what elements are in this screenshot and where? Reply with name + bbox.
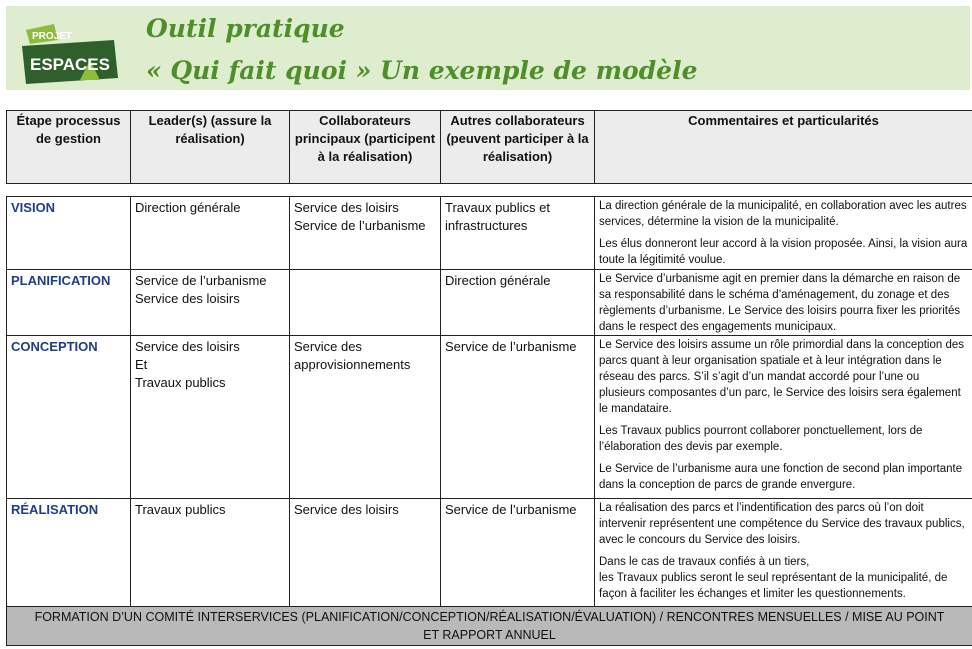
leader-item: Travaux publics (135, 375, 226, 390)
column-header-table (6, 110, 972, 184)
column-header-others: Autres collaborateurs (peuvent participer à la réalisation) (441, 111, 595, 184)
step-cell: PLANIFICATION (7, 270, 131, 336)
principal-cell (290, 197, 441, 270)
column-header-comments: Commentaires et particularités (595, 111, 972, 184)
step-cell: RÉALISATION (7, 499, 131, 607)
principal-item: Service de l’urbanisme (294, 218, 426, 233)
comment-paragraph: Les élus donneront leur accord à la vision proposée. Ainsi, la vision aura toute la légitimité voulue. (599, 238, 968, 266)
table-row (7, 270, 972, 336)
comment-paragraph: La direction générale de la municipalité, en collaboration avec les autres services, détermine la vision de la municipalité. (599, 200, 967, 228)
comment-paragraph: Dans le cas de travaux confiés à un tiers, (599, 556, 810, 568)
comment-paragraph: Le Service de l’urbanisme aura une fonction de second plan importante dans la conception de parcs de grande envergure. (599, 463, 963, 491)
comment-cell (595, 336, 972, 499)
leader-item: Service de l’urbanisme (135, 273, 267, 288)
comment-paragraph: les Travaux publics seront le seul représentant de la municipalité, de façon à faciliter les échanges et limiter les questionnements. (599, 572, 948, 600)
table-row (7, 197, 972, 270)
leaders-cell (131, 336, 290, 499)
comment-paragraph: La réalisation des parcs et l’indentification des parcs où l’on doit intervenir représentent une compétence du Service des travaux publics, avec le concours du Service des loisirs. (599, 502, 965, 546)
column-header-leaders: Leader(s) (assure la réalisation) (131, 111, 290, 184)
footer-row (7, 607, 972, 646)
logo-graphic (20, 20, 120, 88)
comment-cell (595, 499, 972, 607)
principal-item: Service des loisirs (294, 200, 399, 215)
others-cell (441, 197, 595, 270)
comment-paragraph: Les Travaux publics pourront collaborer ponctuellement, lors de l’élaboration des devis par exemple. (599, 425, 923, 453)
leaders-cell (131, 197, 290, 270)
principal-cell (290, 499, 441, 607)
principal-item: Service des loisirs (294, 502, 399, 517)
column-header-step: Étape processus de gestion (7, 111, 131, 184)
principal-cell (290, 270, 441, 336)
other-item: Direction générale (445, 273, 551, 288)
column-header-principal: Collaborateurs principaux (participent à la réalisation) (290, 111, 441, 184)
comment-paragraph: Le Service d’urbanisme agit en premier dans la démarche en raison de sa responsabilité dans le schéma d’aménagement, du zonage et des règlements d’urbanisme. Le Service des loisirs pourra fixer les priorités dans le respect des engagements municipaux. (599, 273, 961, 333)
comment-cell (595, 197, 972, 270)
principal-item: Service des approvisionnements (294, 339, 411, 372)
projet-espaces-logo (20, 20, 120, 88)
others-cell (441, 270, 595, 336)
responsibility-table (6, 196, 972, 646)
leader-item: Travaux publics (135, 502, 226, 517)
principal-cell (290, 336, 441, 499)
header-banner (6, 6, 970, 90)
page-subtitle: « Qui fait quoi » Un exemple de modèle (146, 56, 698, 85)
leader-item: Et (135, 357, 148, 372)
others-cell (441, 499, 595, 607)
other-item: Travaux publics et infrastructures (445, 200, 551, 233)
page-title: Outil pratique (146, 14, 345, 43)
other-item: Service de l’urbanisme (445, 339, 577, 354)
comment-paragraph: Le Service des loisirs assume un rôle primordial dans la conception des parcs quant à leur organisation spatiale et à leur intégration dans le réseau des parcs. S’il s’agit d’un mandat accordé pour l’une ou plusieurs composantes d’un parc, le Service des loisirs sera également le mandataire. (599, 339, 964, 415)
leader-item: Service des loisirs (135, 339, 240, 354)
others-cell (441, 336, 595, 499)
footer-text: FORMATION D’UN COMITÉ INTERSERVICES (PLANIFICATION/CONCEPTION/RÉALISATION/ÉVALUATION) / RENCONTRES MENSUELLES / MISE AU POINT ET RAPPORT ANNUEL (7, 607, 972, 646)
table-row (7, 336, 972, 499)
logo-top-text: PROJET (32, 31, 73, 42)
step-cell: CONCEPTION (7, 336, 131, 499)
leaders-cell (131, 270, 290, 336)
leader-item: Direction générale (135, 200, 241, 215)
leader-item: Service des loisirs (135, 291, 240, 306)
table-row (7, 499, 972, 607)
comment-cell (595, 270, 972, 336)
leaders-cell (131, 499, 290, 607)
other-item: Service de l’urbanisme (445, 502, 577, 517)
step-cell: VISION (7, 197, 131, 270)
logo-bottom-text: ESPACES (30, 55, 110, 74)
